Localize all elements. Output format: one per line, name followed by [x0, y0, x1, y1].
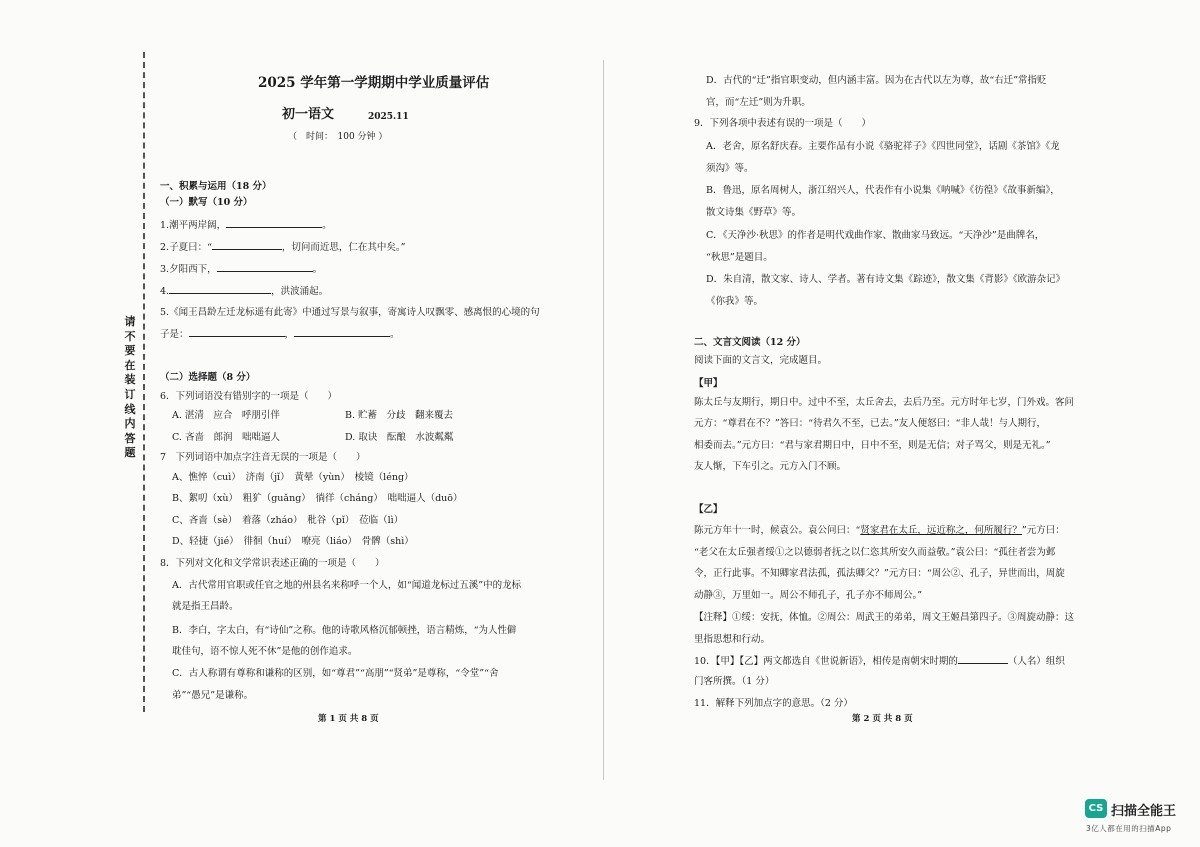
- section-2-heading: 二、文言文阅读（12 分）: [694, 337, 806, 348]
- question-11: 11．解释下列加点字的意思。（2 分）: [694, 698, 853, 709]
- question-5-line1: 5.《闻王昌龄左迁龙标遥有此寄》中通过写景与叙事，寄寓诗人叹飘零、感离恨的心境的句: [160, 307, 540, 318]
- binding-char: 内: [124, 417, 136, 431]
- question-10-line2: 门客所撰。（1 分）: [694, 676, 775, 687]
- annotation-line: 【注释】①绥：安抚，体恤。②周公：周武王的弟弟，周文王姬昌第四子。③周旋动静：这: [694, 612, 1075, 623]
- q8-option-b-line2: 耽佳句，语不惊人死不休”是他的创作追求。: [172, 646, 358, 657]
- answer-blank[interactable]: [294, 327, 390, 337]
- q8-option-a-line1: A．古代常用官职或任官之地的州县名来称呼一个人，如“闻道龙标过五溪”中的龙标: [172, 580, 522, 591]
- subject-title: 初一语文: [282, 107, 335, 122]
- passage-yi-line: 动静③，万里如一。周公不师孔子，孔子亦不师周公。”: [694, 590, 923, 601]
- question-2: 2.子夏曰：“ ，切问而近思，仁在其中矣。”: [160, 242, 406, 253]
- q9-option-b-line1: B．鲁迅，原名周树人，浙江绍兴人，代表作有小说集《呐喊》《彷徨》《故事新编》，: [706, 185, 1060, 196]
- passage-jia-line: 友人惭，下车引之。元方入门不顾。: [694, 461, 847, 472]
- q8-option-d-line2: 官，而“左迁”则为升职。: [706, 97, 811, 108]
- binding-char: 题: [124, 446, 136, 460]
- question-10: 10．【甲】【乙】两文都选自《世说新语》，相传是南朝宋时期的 （人名）组织: [694, 656, 1065, 667]
- q7-option-c: C、吝啬（sè） 着落（zháo） 秕谷（pǐ） 莅临（lì）: [172, 515, 404, 526]
- answer-blank[interactable]: [169, 284, 271, 294]
- passage-jia-line: 元方：“尊君在不？”答曰：“待君久不至，已去。”友人便怒曰：“非人哉！与人期行，: [694, 418, 1047, 429]
- camscanner-logo-icon: CS: [1085, 799, 1107, 818]
- binding-char: 线: [124, 402, 136, 416]
- passage-yi-line: 陈元方年十一时，候袁公。袁公问曰：“贤家君在太丘，远近称之，何所履行？”元方曰：: [694, 525, 1065, 536]
- answer-blank[interactable]: [958, 654, 1008, 664]
- q8-option-c-line2: 弟”“愚兄”是谦称。: [172, 690, 254, 701]
- binding-char: 装: [124, 373, 136, 387]
- question-4: 4. ，洪波涌起。: [160, 286, 329, 297]
- question-1: 1.潮平两岸阔， 。: [160, 220, 332, 231]
- q7-option-a: A、憔悴（cuì） 济南（jǐ） 黄晕（yùn） 棱镜（léng）: [172, 472, 414, 483]
- subsection-1-heading: （一）默写（10 分）: [160, 197, 253, 208]
- q6-option-a: A. 湛清 应合 呼朋引伴: [172, 410, 280, 421]
- passage-jia-label: 【甲】: [694, 378, 723, 389]
- question-3: 3.夕阳西下， 。: [160, 264, 323, 275]
- answer-blank[interactable]: [217, 262, 313, 272]
- q6-option-c: C. 吝啬 郎润 咄咄逼人: [172, 432, 280, 443]
- time-note: （ 时间： 100 分钟 ）: [288, 132, 388, 142]
- passage-yi-label: 【乙】: [694, 504, 723, 515]
- question-5-line2: 子是： ， 。: [160, 329, 400, 340]
- exam-title: 2025 学年第一学期期中学业质量评估: [258, 75, 490, 91]
- binding-char: 不: [124, 329, 136, 343]
- passage-yi-line: “老父在太丘强者绥①之以德弱者抚之以仁恣其所安久而益敬。”袁公曰：“孤往者尝为邺: [694, 547, 1056, 558]
- question-6: 6．下列词语没有错别字的一项是（ ）: [160, 391, 338, 402]
- page-footer-1: 第 1 页 共 8 页: [318, 714, 379, 724]
- camscanner-slogan: 3亿人都在用的扫描App: [1086, 824, 1172, 833]
- binding-char: 订: [124, 387, 136, 401]
- passage-jia-line: 陈太丘与友期行，期日中。过中不至，太丘舍去，去后乃至。元方时年七岁，门外戏。客问: [694, 397, 1075, 408]
- page-fold: [603, 60, 604, 780]
- binding-char: 要: [124, 344, 136, 358]
- underlined-sentence: 贤家君在太丘，远近称之，何所履行？: [860, 525, 1022, 536]
- q9-option-a-line1: A．老舍，原名舒庆春。主要作品有小说《骆驼祥子》《四世同堂》，话剧《茶馆》《龙: [706, 141, 1060, 152]
- answer-blank[interactable]: [212, 240, 282, 250]
- binding-warning: [120, 315, 140, 461]
- q8-option-c-line1: C．古人称谓有尊称和谦称的区别，如“尊君”“高朋”“贤弟”是尊称，“令堂”“舍: [172, 668, 499, 679]
- q8-option-b-line1: B．李白，字太白，有“诗仙”之称。他的诗歌风格沉郁顿挫，语言精炼，“为人性僻: [172, 625, 517, 636]
- q8-option-d-line1: D．古代的“迁”指官职变动，但内涵丰富。因为在古代以左为尊，故“右迁”常指贬: [706, 75, 1047, 86]
- q9-option-a-line2: 须沟》等。: [706, 163, 754, 174]
- annotation-line: 里指思想和行动。: [694, 634, 771, 645]
- q9-option-c-line2: “秋思”是题目。: [706, 252, 773, 263]
- q8-option-a-line2: 就是指王昌龄。: [172, 601, 239, 612]
- camscanner-brand: 扫描全能王: [1111, 804, 1177, 819]
- q6-option-b: B. 贮蓄 分歧 翻来覆去: [345, 410, 454, 421]
- passage-jia-line: 相委而去。”元方曰：“君与家君期日中，日中不至，则是无信；对子骂父，则是无礼。”: [694, 440, 1051, 451]
- binding-char: 请: [124, 315, 136, 328]
- answer-blank[interactable]: [189, 327, 285, 337]
- exam-date: 2025.11: [368, 112, 409, 122]
- section-1-heading: 一、积累与运用（18 分）: [160, 181, 272, 192]
- q9-option-b-line2: 散文诗集《野草》等。: [706, 207, 802, 218]
- binding-dashed-line: [143, 52, 145, 712]
- page-footer-2: 第 2 页 共 8 页: [852, 714, 913, 724]
- subsection-2-heading: （二）选择题（8 分）: [160, 372, 256, 383]
- q9-option-c-line1: C．《天净沙·秋思》的作者是明代戏曲作家、散曲家马致远。“天净沙”是曲牌名，: [706, 230, 1045, 241]
- q7-option-d: D、轻捷（jié） 徘徊（huí） 嘹亮（liáo） 骨髀（shì）: [172, 536, 414, 547]
- reading-intro: 阅读下面的文言文，完成题目。: [694, 355, 828, 366]
- q9-option-d-line1: D．朱自清，散文家、诗人、学者。著有诗文集《踪迹》，散文集《背影》《欧游杂记》: [706, 274, 1066, 285]
- q6-option-d: D. 取诀 酝酿 水波粼粼: [345, 432, 454, 443]
- binding-char: 答: [124, 431, 136, 445]
- q9-option-d-line2: 《你我》等。: [706, 296, 764, 307]
- question-9: 9．下列各项中表述有误的一项是（ ）: [694, 118, 872, 129]
- q7-option-b: B、絮叨（xù） 粗犷（guǎng） 徜徉（cháng） 咄咄逼人（duō）: [172, 493, 463, 504]
- binding-char: 在: [124, 358, 136, 372]
- passage-yi-line: 令，正行此事。不知卿家君法孤，孤法卿父？”元方曰：“周公②、孔子，异世而出，周旋: [694, 568, 1065, 579]
- question-7: 7 下列词语中加点字注音无误的一项是（ ）: [160, 452, 366, 463]
- answer-blank[interactable]: [226, 218, 322, 228]
- question-8: 8．下列对文化和文学常识表述正确的一项是（ ）: [160, 558, 385, 569]
